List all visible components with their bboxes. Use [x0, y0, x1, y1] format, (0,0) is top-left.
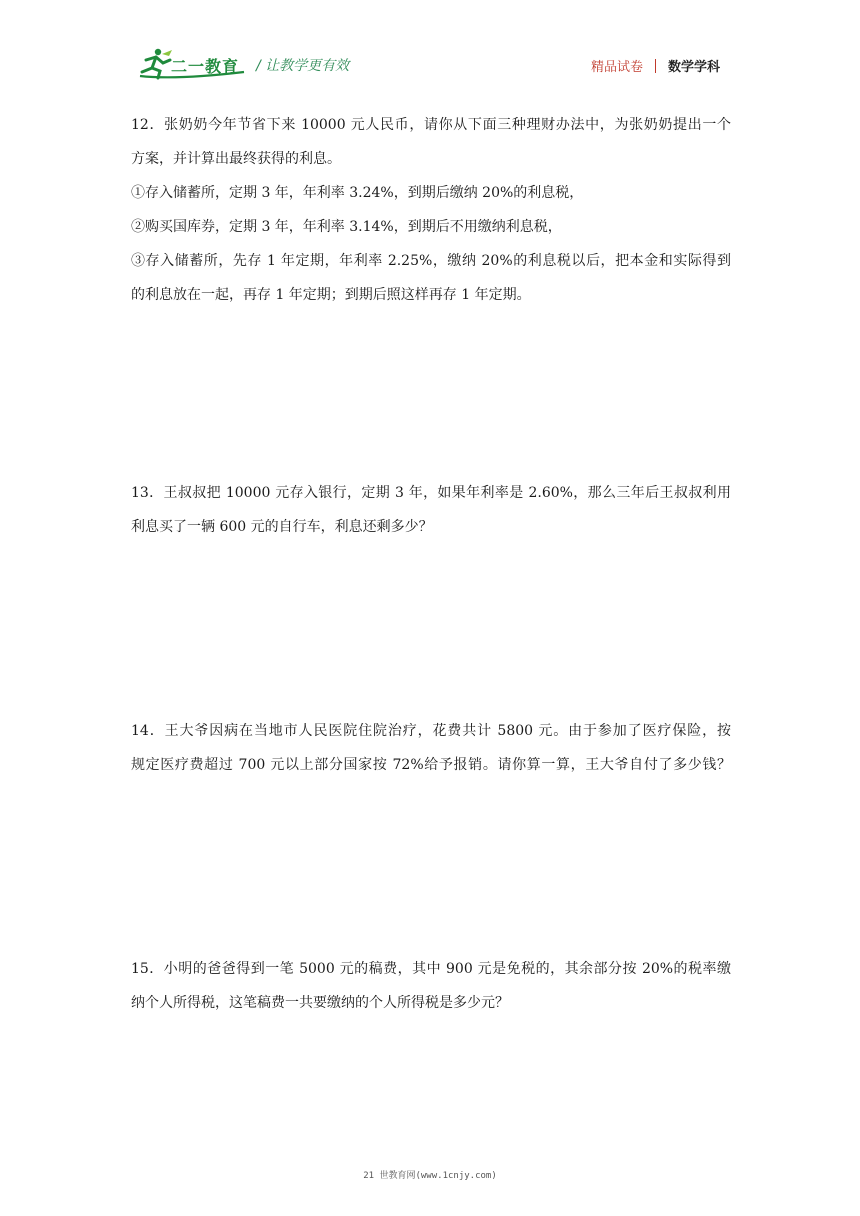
header-tags	[591, 56, 720, 75]
question-14	[131, 714, 731, 782]
brand-slogan: / 让教学更有效	[256, 58, 350, 74]
question-line: 纳个人所得税，这笔稿费一共要缴纳的个人所得税是多少元？	[131, 995, 509, 1011]
question-option-2: ②购买国库券，定期 3 年，年利率 3.14%，到期后不用缴纳利息税，	[131, 219, 562, 235]
question-line: 利息买了一辆 600 元的自行车，利息还剩多少？	[131, 519, 433, 535]
question-15	[131, 952, 731, 1020]
question-line: 方案，并计算出最终获得的利息。	[131, 151, 341, 167]
page-footer: 21 世教育网(www.1cnjy.com)	[363, 1171, 497, 1181]
question-line: 14．王大爷因病在当地市人民医院住院治疗，花费共计 5800 元。由于参加了医疗保险，按	[131, 723, 731, 739]
premium-paper-tag: 精品试卷	[590, 60, 643, 75]
question-line: 12．张奶奶今年节省下来 10000 元人民币，请你从下面三种理财办法中，为张奶奶提出一个	[131, 117, 731, 133]
brand-name: 二一教育	[171, 57, 240, 76]
question-option-1: ①存入储蓄所，定期 3 年，年利率 3.24%，到期后缴纳 20%的利息税，	[131, 185, 584, 201]
page-header	[0, 0, 860, 90]
tag-divider	[655, 59, 656, 73]
question-option-3: ③存入储蓄所，先存 1 年定期，年利率 2.25%，缴纳 20%的利息税以后，把本金和实际得到	[131, 253, 731, 269]
question-line: 的利息放在一起，再存 1 年定期；到期后照这样再存 1 年定期。	[131, 287, 531, 303]
question-line: 规定医疗费超过 700 元以上部分国家按 72%给予报销。请你算一算，王大爷自付了多少钱？	[131, 757, 731, 773]
question-12	[131, 108, 731, 312]
question-line: 15．小明的爸爸得到一笔 5000 元的稿费，其中 900 元是免税的，其余部分按 20%的税率缴	[131, 961, 731, 977]
question-13	[131, 476, 731, 544]
subject-tag: 数学学科	[667, 60, 720, 75]
question-line: 13．王叔叔把 10000 元存入银行，定期 3 年，如果年利率是 2.60%，那么三年后王叔叔利用	[131, 485, 731, 501]
